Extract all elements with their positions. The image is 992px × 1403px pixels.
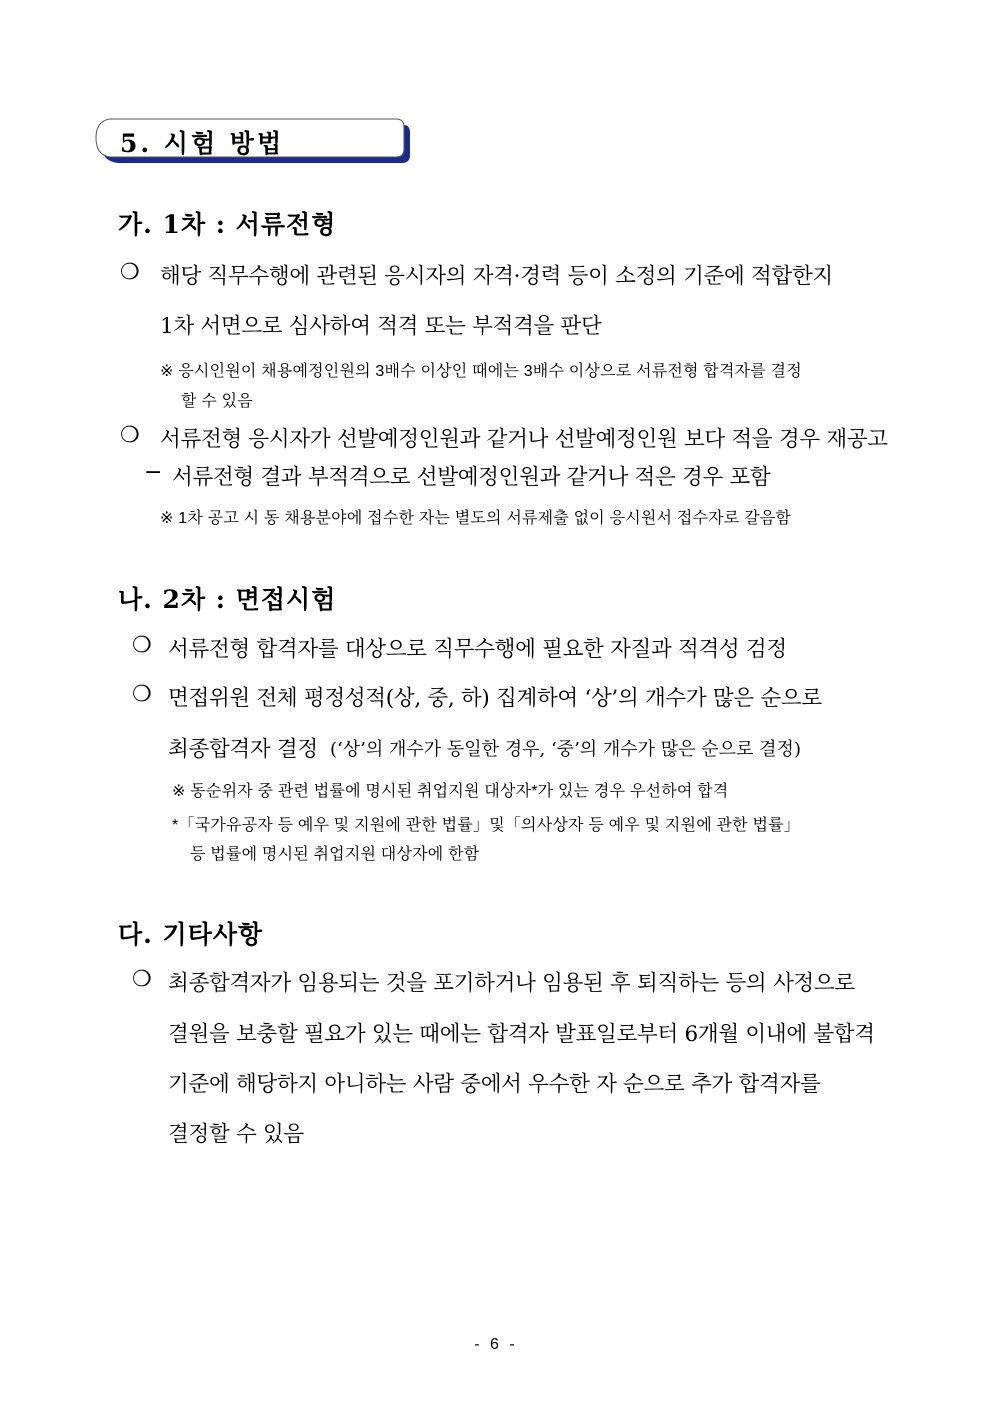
other-item1-line3: 기준에 해당하지 아니하는 사람 중에서 우수한 자 순으로 추가 합격자를 [168,1072,821,1097]
page-number: - 6 - [474,1336,518,1353]
second-round-note2-line1: *「국가유공자 등 예우 및 지원에 관한 법률」및「의사상자 등 예우 및 지원에 관한 법률」 [172,817,800,834]
second-round-note1: ※ 동순위자 중 관련 법률에 명시된 취업지원 대상자*가 있는 경우 우선하여 합격 [172,783,729,800]
second-round-item1: 서류전형 합격자를 대상으로 직무수행에 필요한 자질과 적격성 검정 [168,637,787,662]
heading-first-round: 가. 1차 : 서류전형 [118,210,337,239]
first-round-note1-line2: 할 수 있음 [181,393,253,410]
second-round-note2-line2: 등 법률에 명시된 취업지원 대상자에 한함 [190,846,480,863]
bullet-icon: ❍ [132,967,152,992]
bullet-icon: ❍ [132,682,152,707]
heading-second-round: 나. 2차 : 면접시험 [118,585,337,614]
heading-other-matters: 다. 기타사항 [118,920,264,949]
bullet-icon: ❍ [120,423,140,448]
other-item1-line1: 최종합격자가 임용되는 것을 포기하거나 임용된 후 퇴직하는 등의 사정으로 [168,971,855,996]
dash-icon: − [144,460,163,485]
section-title-box [92,117,410,163]
first-round-item1-line2: 1차 서면으로 심사하여 적격 또는 부적격을 판단 [160,314,602,339]
other-item1-line2: 결원을 보충할 필요가 있는 때에는 합격자 발표일로부터 6개월 이내에 불합격 [168,1022,875,1047]
first-round-note2: ※ 1차 공고 시 동 채용분야에 접수한 자는 별도의 서류제출 없이 응시원서 접수자로 갈음함 [160,510,792,527]
second-round-item2-line2b: (‘상’의 개수가 동일한 경우, ‘중’의 개수가 많은 순으로 결정) [330,739,801,760]
bullet-icon: ❍ [132,633,152,658]
other-item1-line4: 결정할 수 있음 [168,1122,304,1147]
second-round-item2-line2a: 최종합격자 결정 [168,737,318,762]
first-round-note1-line1: ※ 응시인원이 채용예정인원의 3배수 이상인 때에는 3배수 이상으로 서류전형 합격자를 결정 [160,363,802,380]
first-round-item2: 서류전형 응시자가 선발예정인원과 같거나 선발예정인원 보다 적을 경우 재공고 [160,427,888,452]
first-round-item1-line1: 해당 직무수행에 관련된 응시자의 자격·경력 등이 소정의 기준에 적합한지 [160,264,833,289]
section-title: 5. 시험 방법 [120,129,285,158]
first-round-sub-item: 서류전형 결과 부적격으로 선발예정인원과 같거나 적은 경우 포함 [172,465,771,490]
second-round-item2-line1: 면접위원 전체 평정성적(상, 중, 하) 집계하여 ‘상’의 개수가 많은 순으로 [168,686,822,711]
bullet-icon: ❍ [120,260,140,285]
